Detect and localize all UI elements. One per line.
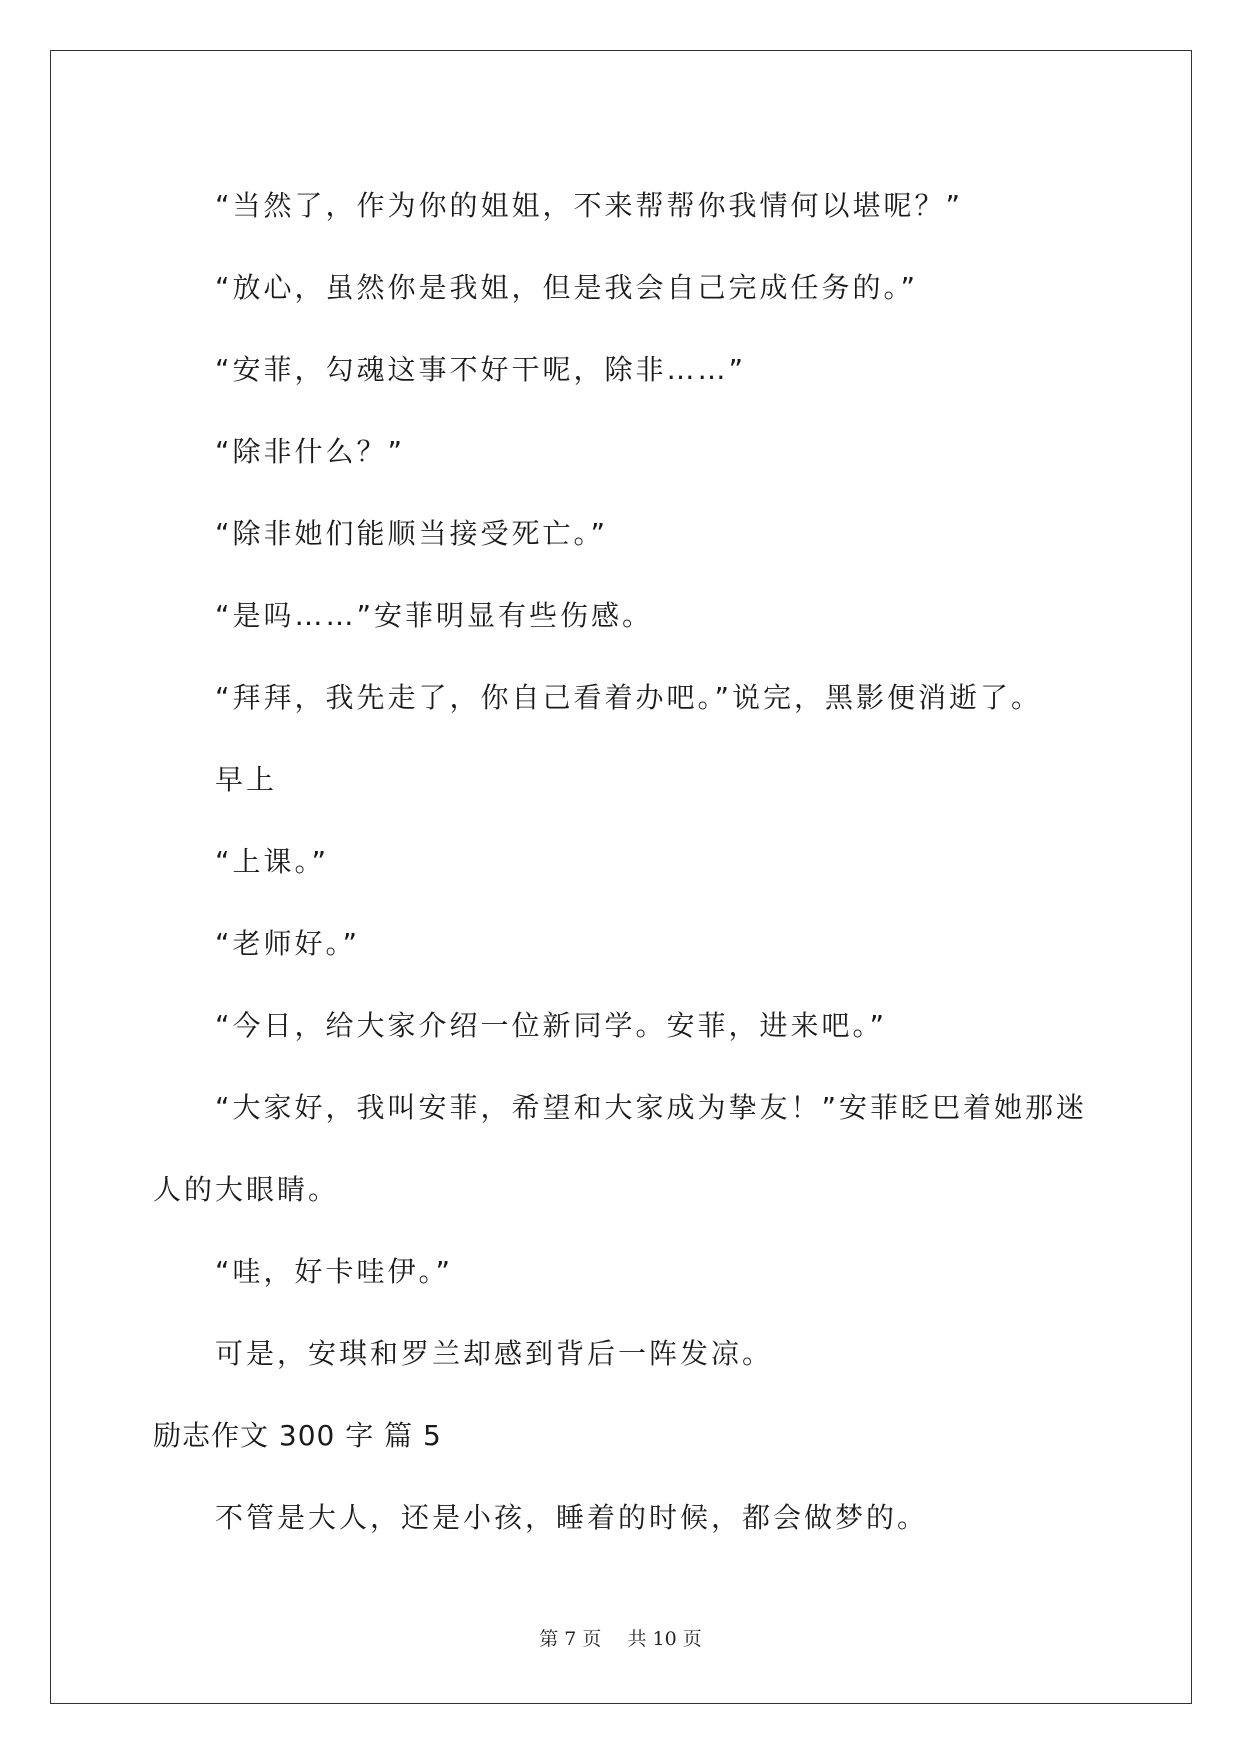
page-number: 第 7 页 (539, 1628, 602, 1650)
paragraph: 早上 (215, 763, 278, 796)
paragraph: 不管是大人，还是小孩，睡着的时候，都会做梦的。 (215, 1501, 929, 1534)
paragraph: “拜拜，我先走了，你自己看着办吧。”说完，黑影便消逝了。 (215, 681, 1043, 714)
paragraph: “是吗……”安菲明显有些伤感。 (215, 599, 654, 632)
page-footer (0, 1624, 1241, 1651)
paragraph: “放心，虽然你是我姐，但是我会自己完成任务的。” (215, 271, 919, 304)
paragraph: 可是，安琪和罗兰却感到背后一阵发凉。 (215, 1337, 774, 1370)
paragraph: “当然了，作为你的姐姐，不来帮帮你我情何以堪呢？” (215, 189, 964, 222)
section-heading: 励志作文 300 字 篇 5 (153, 1419, 442, 1452)
page-total: 共 10 页 (627, 1628, 702, 1650)
document-body (153, 165, 1093, 1559)
paragraph: “老师好。” (215, 927, 361, 960)
paragraph: “除非她们能顺当接受死亡。” (215, 517, 609, 550)
paragraph: “今日，给大家介绍一位新同学。安菲，进来吧。” (215, 1009, 888, 1042)
paragraph: “大家好，我叫安菲，希望和大家成为挚友！”安菲眨巴着她那迷人的大眼睛。 (153, 1091, 1088, 1206)
paragraph: “安菲，勾魂这事不好干呢，除非……” (215, 353, 747, 386)
paragraph: “除非什么？” (215, 435, 406, 468)
paragraph: “上课。” (215, 845, 330, 878)
paragraph: “哇，好卡哇伊。” (215, 1255, 454, 1288)
